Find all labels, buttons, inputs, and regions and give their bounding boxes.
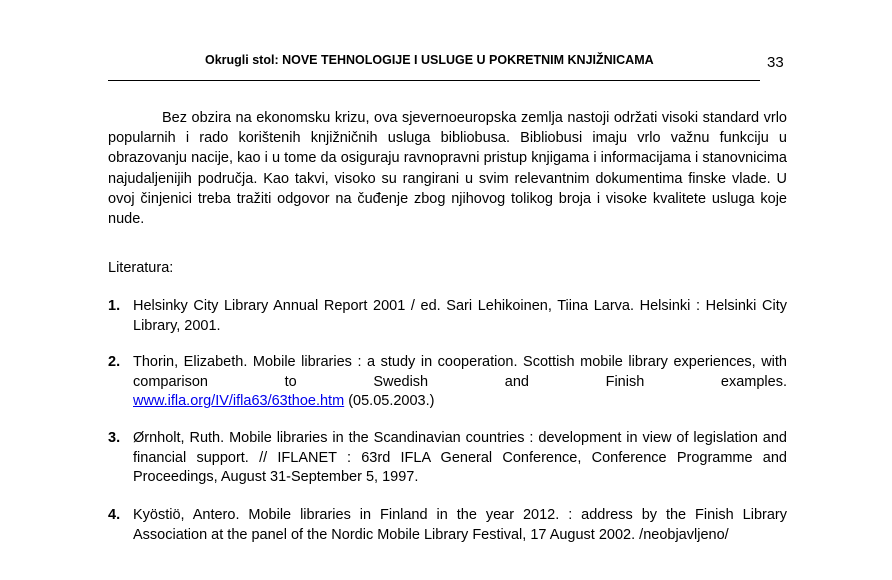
- reference-item: [108, 506, 787, 545]
- literature-heading: Literatura:: [108, 260, 174, 276]
- reference-text: Helsinky City Library Annual Report 2001 / ed. Sari Lehikoinen, Tiina Larva. Helsinki : Helsinki City Library, 2001.: [133, 298, 787, 334]
- body-paragraph: Bez obzira na ekonomsku krizu, ova sjevernoeuropska zemlja nastoji održati visoki standard vrlo popularnih i rado korištenih knjižničnih usluga bibliobusa. Bibliobusi imaju vrlo važnu funkciju u obrazovanju nacije, kao i u tome da osiguraju ravnopravni pristup knjigama i informacijama i stanovnicima najudaljenijih područja. Kao takvi, visoko su rangirani u svim relevantnim dokumentima finske vlade. U ovoj činjenici treba tražiti odgovor na čuđenje zbog njihovog tolikog broja i visoke kvalitete usluga koje nude.: [108, 110, 787, 228]
- reference-number: 3.: [108, 430, 121, 446]
- reference-text: Thorin, Elizabeth. Mobile libraries : a study in cooperation. Scottish mobile library experiences, with comparison to Swedish and Finish examples.: [133, 354, 787, 390]
- reference-access-date: (05.05.2003.): [348, 393, 435, 409]
- reference-link-line: [133, 392, 787, 412]
- reference-number: 2.: [108, 354, 121, 370]
- page-number: 33: [767, 54, 784, 71]
- header-rule: [108, 80, 760, 81]
- reference-item: [108, 353, 787, 412]
- reference-item: [108, 429, 787, 488]
- reference-text: Ørnholt, Ruth. Mobile libraries in the Scandinavian countries : development in view of legislation and financial support. // IFLANET : 63rd IFLA General Conference, Conference Programme and Proceedings, August 31-September 5, 1997.: [133, 430, 787, 485]
- reference-item: [108, 297, 787, 336]
- reference-number: 4.: [108, 507, 121, 523]
- reference-link[interactable]: www.ifla.org/IV/ifla63/63thoe.htm: [133, 393, 345, 409]
- reference-number: 1.: [108, 298, 121, 314]
- running-header-title: Okrugli stol: NOVE TEHNOLOGIJE I USLUGE U POKRETNIM KNJIŽNICAMA: [205, 53, 654, 67]
- reference-text: Kyöstiö, Antero. Mobile libraries in Finland in the year 2012. : address by the Finish Library Association at the panel of the Nordic Mobile Library Festival, 17 August 2002. /neobjavljeno/: [133, 507, 787, 543]
